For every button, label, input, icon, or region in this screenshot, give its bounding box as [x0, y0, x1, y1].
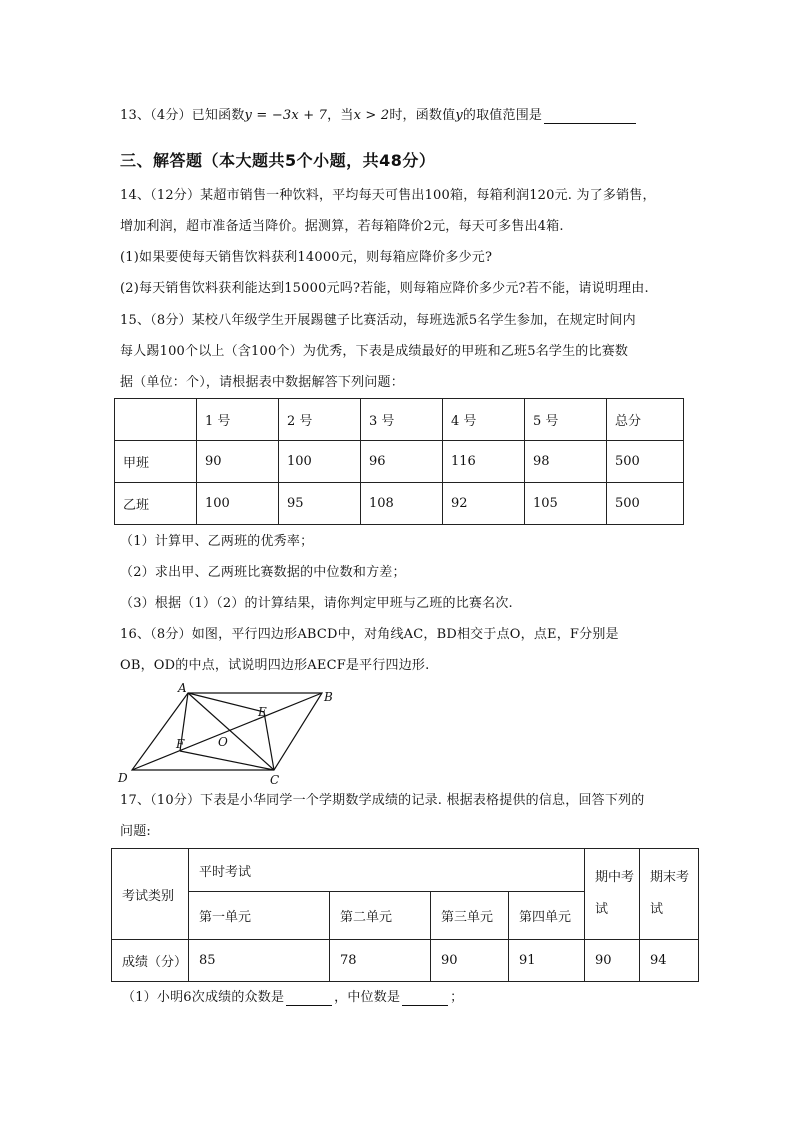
q15-sub2: （2）求出甲、乙两班比赛数据的中位数和方差； — [120, 565, 406, 580]
q15-line1: 15、（8分）某校八年级学生开展踢毽子比赛活动，每班选派5名学生参加，在规定时间内 — [120, 313, 636, 328]
q17-line2: 问题: — [120, 824, 151, 839]
q14-sub1: (1)如果要使每天销售饮料获利14000元，则每箱应降价多少元? — [120, 250, 493, 265]
table-header-row — [112, 849, 699, 892]
q13-var: y — [455, 108, 463, 123]
q13-mid2: 时，函数值 — [389, 108, 456, 123]
unit-header-cell: 第二单元 — [330, 892, 431, 940]
table-header-cell — [115, 399, 197, 441]
table-header-cell: 3 号 — [361, 399, 443, 441]
label-d: D — [118, 771, 128, 785]
table-cell: 116 — [443, 441, 525, 483]
q13-formula-rhs: = −3x + 7 — [252, 108, 328, 123]
regular-exam-header-cell: 平时考试 — [189, 849, 585, 892]
unit-header-cell: 第四单元 — [509, 892, 585, 940]
q14-line1: 14、（12分）某超市销售一种饮料，平均每天可售出100箱，每箱利润120元. 为了多销售， — [120, 188, 656, 203]
table-cell: 78 — [330, 940, 431, 982]
q16-line2: OB，OD的中点，试说明四边形AECF是平行四边形. — [120, 658, 430, 673]
q14-sub2: (2)每天销售饮料获利能达到15000元吗?若能，则每箱应降价多少元?若不能，请说明理由. — [120, 281, 649, 296]
q13-formula-lhs: y — [244, 108, 253, 123]
q14-line2: 增加利润，超市准备适当降价。据测算，若每箱降价2元，每天可多售出4箱. — [120, 219, 564, 234]
q17-sub1-part-a: （1）小明6次成绩的众数是 — [122, 990, 285, 1005]
label-c: C — [270, 773, 280, 786]
table-cell: 500 — [607, 441, 684, 483]
q13-condition: x > 2 — [353, 108, 390, 123]
unit-header-cell: 第一单元 — [189, 892, 330, 940]
q15-score-table — [114, 398, 684, 525]
q17-line1: 17、（10分）下表是小华同学一个学期数学成绩的记录. 根据表格提供的信息，回答下列的 — [120, 793, 645, 808]
mode-answer-blank[interactable] — [286, 993, 332, 1006]
q15-line2: 每人踢100个以上（含100个）为优秀，下表是成绩最好的甲班和乙班5名学生的比赛数 — [120, 344, 629, 359]
table-row — [112, 940, 699, 982]
midterm-header-cell: 期中考试 — [585, 849, 640, 940]
table-cell: 乙班 — [115, 483, 197, 525]
label-f: F — [176, 737, 185, 751]
table-header-row — [115, 399, 684, 441]
parallelogram-figure — [110, 680, 350, 786]
table-cell: 90 — [431, 940, 509, 982]
label-o: O — [218, 735, 228, 749]
table-cell: 500 — [607, 483, 684, 525]
segment-ec — [264, 712, 274, 770]
table-row — [115, 441, 684, 483]
q16-line1: 16、（8分）如图，平行四边形ABCD中，对角线AC，BD相交于点O，点E，F分别是 — [120, 627, 619, 642]
table-cell: 92 — [443, 483, 525, 525]
table-row — [115, 483, 684, 525]
label-a: A — [178, 681, 187, 695]
section-title: 三、解答题（本大题共5个小题，共48分） — [120, 151, 436, 170]
table-cell: 100 — [279, 441, 361, 483]
unit-header-cell: 第三单元 — [431, 892, 509, 940]
table-header-cell: 1 号 — [197, 399, 279, 441]
final-header-cell: 期末考试 — [640, 849, 699, 940]
q15-sub1: （1）计算甲、乙两班的优秀率； — [120, 534, 314, 549]
median-answer-blank[interactable] — [402, 993, 448, 1006]
segment-fc — [180, 751, 274, 770]
table-header-cell: 5 号 — [525, 399, 607, 441]
q13-line — [120, 108, 636, 124]
label-e: E — [258, 705, 267, 719]
table-cell: 98 — [525, 441, 607, 483]
table-header-cell: 4 号 — [443, 399, 525, 441]
table-cell: 90 — [585, 940, 640, 982]
table-cell: 95 — [279, 483, 361, 525]
table-header-cell: 2 号 — [279, 399, 361, 441]
q15-line3: 据（单位：个），请根据表中数据解答下列问题： — [120, 375, 404, 390]
score-label-cell: 成绩（分） — [112, 940, 189, 982]
q13-suffix: 的取值范围是 — [462, 108, 543, 123]
q17-sub1-part-b: ，中位数是 — [334, 990, 401, 1005]
q17-score-table — [111, 848, 699, 982]
table-cell: 105 — [525, 483, 607, 525]
q13-prefix: 13、（4分）已知函数 — [120, 108, 245, 123]
table-cell: 甲班 — [115, 441, 197, 483]
q17-sub1-part-c: ； — [450, 990, 464, 1005]
table-cell: 91 — [509, 940, 585, 982]
table-cell: 96 — [361, 441, 443, 483]
table-header-cell: 总分 — [607, 399, 684, 441]
q13-answer-blank[interactable] — [544, 110, 636, 124]
category-header-cell: 考试类别 — [112, 849, 189, 940]
table-cell: 90 — [197, 441, 279, 483]
table-cell: 108 — [361, 483, 443, 525]
table-cell: 94 — [640, 940, 699, 982]
q13-mid: ，当 — [327, 108, 354, 123]
q17-sub1 — [122, 990, 463, 1006]
table-cell: 100 — [197, 483, 279, 525]
label-b: B — [324, 690, 333, 704]
q15-sub3: （3）根据（1）（2）的计算结果，请你判定甲班与乙班的比赛名次. — [120, 596, 513, 611]
table-cell: 85 — [189, 940, 330, 982]
